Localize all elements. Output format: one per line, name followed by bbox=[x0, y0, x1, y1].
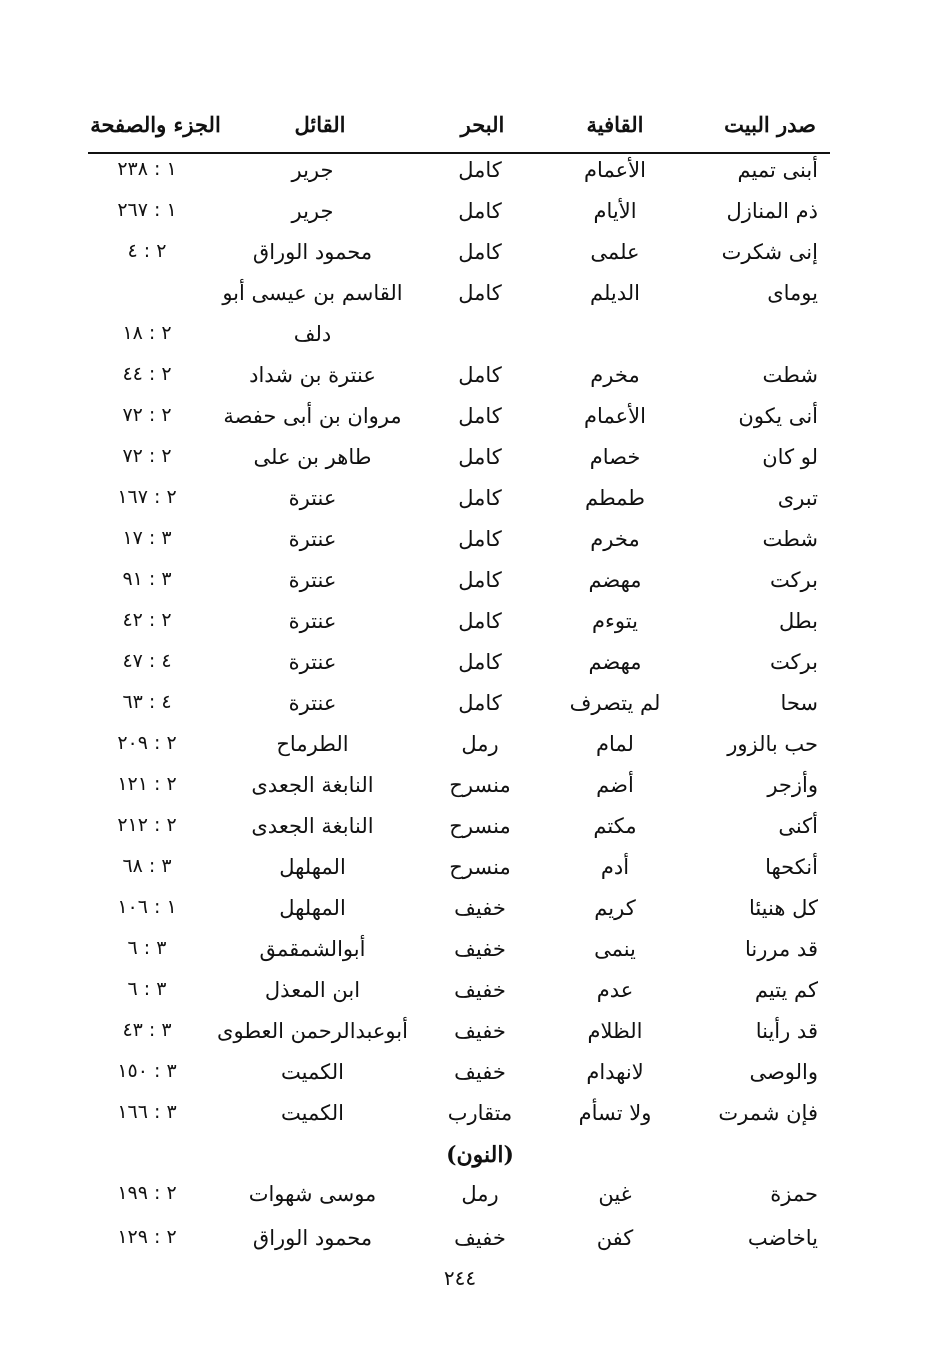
cell-page-ref: ٢ : ٢٠٩ bbox=[117, 732, 177, 754]
cell-sadr: لو كان bbox=[762, 445, 818, 469]
cell-page-ref: ٢ : ٤ bbox=[127, 240, 167, 262]
cell-qail: طاهر بن على bbox=[253, 445, 372, 469]
cell-page-ref: ٣ : ٤٣ bbox=[122, 1019, 172, 1041]
cell-page-ref: ٤ : ٤٧ bbox=[122, 650, 172, 672]
cell-qail: ابن المعذل bbox=[264, 978, 361, 1002]
cell-qafiya: لم يتصرف bbox=[569, 691, 661, 715]
cell-sadr: ياخاضب bbox=[747, 1226, 818, 1250]
cell-bahr: خفيف bbox=[454, 937, 506, 961]
table-row bbox=[0, 609, 926, 649]
cell-sadr: بركت bbox=[769, 650, 818, 674]
cell-qail: القاسم بن عيسى أبو bbox=[222, 281, 403, 305]
table-row bbox=[0, 1182, 926, 1222]
cell-qafiya: عدم bbox=[596, 978, 634, 1002]
cell-qail: دلف bbox=[293, 322, 332, 346]
cell-page-ref: ٢ : ١٢١ bbox=[117, 773, 177, 795]
cell-bahr: منسرح bbox=[449, 814, 511, 838]
cell-bahr: كامل bbox=[458, 691, 502, 715]
cell-qafiya: ولا تسأم bbox=[578, 1101, 652, 1125]
cell-bahr: كامل bbox=[458, 650, 502, 674]
cell-qail: عنترة bbox=[288, 691, 337, 715]
table-row bbox=[0, 363, 926, 403]
cell-bahr: خفيف bbox=[454, 896, 506, 920]
cell-bahr: كامل bbox=[458, 404, 502, 428]
cell-bahr: رمل bbox=[461, 1182, 499, 1206]
cell-qafiya: خصام bbox=[589, 445, 641, 469]
cell-page-ref: ١ : ٢٦٧ bbox=[117, 199, 177, 221]
cell-page-ref: ٢ : ٤٢ bbox=[122, 609, 172, 631]
cell-qafiya: كريم bbox=[594, 896, 636, 920]
cell-bahr: كامل bbox=[458, 281, 502, 305]
cell-qail: النابغة الجعدى bbox=[251, 773, 374, 797]
cell-qail: جرير bbox=[291, 199, 334, 223]
cell-bahr: خفيف bbox=[454, 978, 506, 1002]
cell-qafiya: الظلام bbox=[587, 1019, 643, 1043]
header-qail: القائل bbox=[294, 112, 346, 137]
cell-qafiya: الأيام bbox=[593, 199, 637, 223]
cell-page-ref: ٣ : ٩١ bbox=[122, 568, 172, 590]
table-row bbox=[0, 896, 926, 936]
cell-qafiya: مهضم bbox=[588, 650, 642, 674]
cell-qafiya: الديلم bbox=[589, 281, 641, 305]
table-row bbox=[0, 732, 926, 772]
table-row bbox=[0, 486, 926, 526]
cell-page-ref: ٣ : ٦٨ bbox=[122, 855, 172, 877]
cell-qail: عنترة bbox=[288, 527, 337, 551]
cell-bahr: منسرح bbox=[449, 855, 511, 879]
cell-bahr: كامل bbox=[458, 363, 502, 387]
cell-sadr: فإن شمرت bbox=[718, 1101, 818, 1125]
cell-bahr: كامل bbox=[458, 445, 502, 469]
cell-sadr: وأزجر bbox=[767, 773, 818, 797]
cell-qail: موسى شهوات bbox=[248, 1182, 377, 1206]
cell-bahr: كامل bbox=[458, 609, 502, 633]
cell-page-ref: ٢ : ٧٢ bbox=[122, 445, 172, 467]
cell-qafiya: أدم bbox=[600, 855, 630, 879]
cell-qafiya: لانهدام bbox=[586, 1060, 644, 1084]
table-row bbox=[0, 404, 926, 444]
cell-qafiya: طمطم bbox=[584, 486, 646, 510]
cell-qail: عنترة bbox=[288, 486, 337, 510]
table-row bbox=[0, 937, 926, 977]
cell-page-ref: ١ : ٢٣٨ bbox=[117, 158, 177, 180]
cell-qafiya: مخرم bbox=[590, 527, 640, 551]
table-row bbox=[0, 199, 926, 239]
cell-qafiya: الأعمام bbox=[584, 158, 646, 182]
cell-bahr: رمل bbox=[461, 732, 499, 756]
cell-qail: مروان بن أبى حفصة bbox=[223, 404, 402, 428]
cell-qail: أبوعبدالرحمن العطوى bbox=[217, 1019, 408, 1043]
table-row bbox=[0, 650, 926, 690]
cell-bahr: كامل bbox=[458, 568, 502, 592]
cell-qail: الكميت bbox=[281, 1060, 344, 1084]
cell-sadr: يوماى bbox=[767, 281, 818, 305]
cell-page-ref: ٢ : ١٦٧ bbox=[117, 486, 177, 508]
cell-sadr: والوصى bbox=[749, 1060, 818, 1084]
cell-qail: الكميت bbox=[281, 1101, 344, 1125]
cell-bahr: خفيف bbox=[454, 1226, 506, 1250]
cell-bahr: كامل bbox=[458, 486, 502, 510]
cell-bahr: كامل bbox=[458, 240, 502, 264]
cell-bahr: كامل bbox=[458, 158, 502, 182]
cell-qail: عنترة بن شداد bbox=[249, 363, 376, 387]
table-row bbox=[0, 568, 926, 608]
table-row bbox=[0, 1226, 926, 1266]
header-sadr: صدر البيت bbox=[724, 112, 816, 137]
cell-qafiya: الأعمام bbox=[584, 404, 646, 428]
cell-page-ref: ٣ : ١٦٦ bbox=[117, 1101, 177, 1123]
cell-qafiya: لمام bbox=[596, 732, 634, 756]
table-row bbox=[0, 1019, 926, 1059]
table-row bbox=[0, 240, 926, 280]
cell-page-ref: ٣ : ٦ bbox=[127, 937, 167, 959]
cell-page-ref: ٢ : ٤٤ bbox=[122, 363, 172, 385]
cell-sadr: شطت bbox=[762, 527, 818, 551]
cell-qail: المهلهل bbox=[279, 855, 346, 879]
cell-sadr: سحا bbox=[780, 691, 818, 715]
cell-qail: محمود الوراق bbox=[252, 1226, 373, 1250]
cell-qafiya: غين bbox=[598, 1182, 632, 1206]
cell-page-ref: ٢ : ١٢٩ bbox=[117, 1226, 177, 1248]
cell-page-ref: ٣ : ١٥٠ bbox=[117, 1060, 177, 1082]
cell-qafiya: كفن bbox=[596, 1226, 634, 1250]
cell-qafiya: علمى bbox=[590, 240, 640, 264]
cell-sadr: تبرى bbox=[777, 486, 818, 510]
cell-qail: أبوالشمقمق bbox=[259, 937, 366, 961]
table-row bbox=[0, 773, 926, 813]
cell-sadr: شطت bbox=[762, 363, 818, 387]
cell-sadr: حمزة bbox=[770, 1182, 818, 1206]
cell-qail: المهلهل bbox=[279, 896, 346, 920]
header-qafiya: القافية bbox=[586, 112, 644, 137]
cell-bahr: كامل bbox=[458, 527, 502, 551]
page-number: ٢٤٤ bbox=[443, 1266, 477, 1290]
cell-page-ref: ٢ : ٧٢ bbox=[122, 404, 172, 426]
cell-sadr: أنكحها bbox=[765, 855, 818, 879]
cell-qafiya: مهضم bbox=[588, 568, 642, 592]
cell-sadr: أكنى bbox=[778, 814, 818, 838]
cell-page-ref: ٢ : ٢١٢ bbox=[117, 814, 177, 836]
cell-qafiya: مكتم bbox=[593, 814, 637, 838]
cell-bahr: كامل bbox=[458, 199, 502, 223]
cell-sadr: ذم المنازل bbox=[726, 199, 818, 223]
cell-qail: جرير bbox=[291, 158, 334, 182]
cell-sadr: بركت bbox=[769, 568, 818, 592]
header-page: الجزء والصفحة bbox=[90, 112, 221, 137]
table-row bbox=[0, 855, 926, 895]
cell-bahr: خفيف bbox=[454, 1019, 506, 1043]
header-bahr: البحر bbox=[460, 112, 505, 137]
table-row bbox=[0, 445, 926, 485]
cell-qail: عنترة bbox=[288, 568, 337, 592]
cell-qail: عنترة bbox=[288, 650, 337, 674]
cell-bahr: متقارب bbox=[447, 1101, 513, 1125]
cell-page-ref: ١ : ١٠٦ bbox=[117, 896, 177, 918]
header-rule bbox=[88, 152, 830, 154]
table-row bbox=[0, 158, 926, 198]
table-row bbox=[0, 1060, 926, 1100]
section-heading: (النون) bbox=[446, 1142, 514, 1168]
cell-qafiya: أضم bbox=[596, 773, 634, 797]
table-row bbox=[0, 527, 926, 567]
cell-sadr: بطل bbox=[779, 609, 818, 633]
cell-qail: عنترة bbox=[288, 609, 337, 633]
cell-sadr: حب بالزور bbox=[727, 732, 818, 756]
table-row bbox=[0, 1101, 926, 1141]
cell-sadr: كم يتيم bbox=[754, 978, 818, 1002]
cell-bahr: خفيف bbox=[454, 1060, 506, 1084]
cell-page-ref: ٣ : ٦ bbox=[127, 978, 167, 1000]
cell-page-ref: ٤ : ٦٣ bbox=[122, 691, 172, 713]
cell-sadr: أبنى تميم bbox=[737, 158, 818, 182]
cell-qail: النابغة الجعدى bbox=[251, 814, 374, 838]
cell-sadr: أنى يكون bbox=[738, 404, 818, 428]
cell-qail: الطرماح bbox=[276, 732, 349, 756]
cell-qafiya: ينمى bbox=[594, 937, 636, 961]
table-row bbox=[0, 978, 926, 1018]
cell-sadr: قد مررنا bbox=[745, 937, 818, 961]
cell-qafiya: مخرم bbox=[590, 363, 640, 387]
table-row bbox=[0, 281, 926, 321]
table-row bbox=[0, 322, 926, 362]
cell-page-ref: ٣ : ١٧ bbox=[122, 527, 172, 549]
cell-qail: محمود الوراق bbox=[252, 240, 373, 264]
cell-bahr: منسرح bbox=[449, 773, 511, 797]
table-row bbox=[0, 691, 926, 731]
cell-sadr: كل هنيئا bbox=[748, 896, 818, 920]
cell-page-ref: ٢ : ١٩٩ bbox=[117, 1182, 177, 1204]
table-row bbox=[0, 814, 926, 854]
cell-sadr: قد رأينا bbox=[755, 1019, 818, 1043]
cell-sadr: إنى شكرت bbox=[721, 240, 818, 264]
cell-qafiya: يتوءم bbox=[592, 609, 638, 633]
cell-page-ref: ٢ : ١٨ bbox=[122, 322, 172, 344]
